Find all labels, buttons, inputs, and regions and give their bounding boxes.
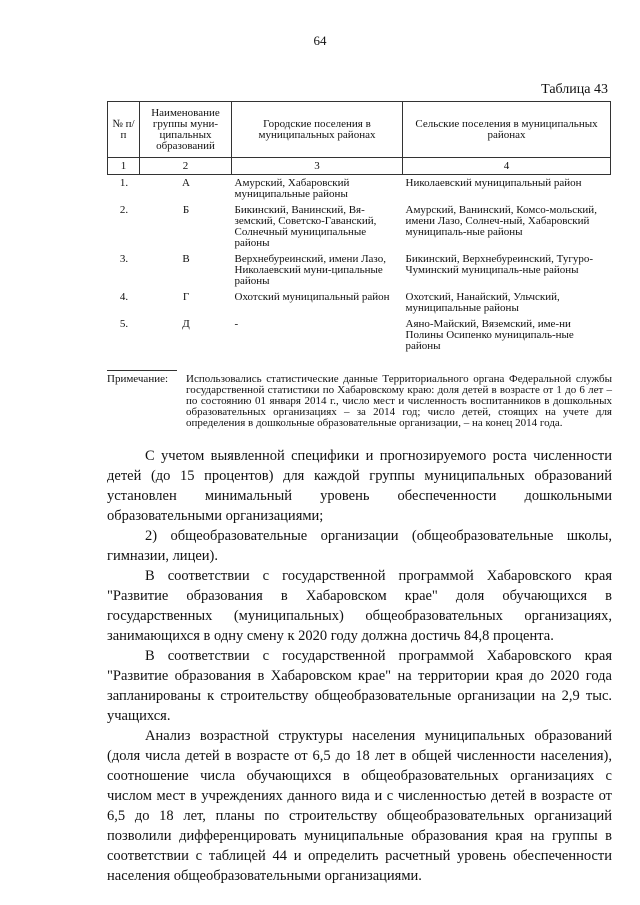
cell-urban: Амурский, Хабаровский муниципальные районы bbox=[234, 177, 350, 200]
cell-group: Б bbox=[182, 204, 190, 216]
cell-number: 1. bbox=[119, 177, 129, 189]
cell-group: Г bbox=[182, 291, 190, 303]
header-urban-settlements: Городские поселения в муниципальных районах bbox=[232, 102, 403, 158]
cell-number: 5. bbox=[119, 318, 129, 330]
paragraph: С учетом выявленной специфики и прогнозируемого роста численности детей (до 15 процентов) для каждой группы муниципальных образований установлен минимальный уровень обеспеченности дошкольными образовательными организациями; bbox=[107, 448, 612, 524]
table-row bbox=[108, 175, 611, 203]
table-header-row bbox=[108, 102, 611, 158]
cell-urban: Бикинский, Ванинский, Вя-земский, Советско-Гаванский, Солнечный муниципальные районы bbox=[234, 204, 377, 249]
table-row bbox=[108, 202, 611, 251]
column-number: 1 bbox=[108, 158, 140, 175]
table-row bbox=[108, 251, 611, 289]
cell-number: 3. bbox=[119, 253, 129, 265]
body-text bbox=[107, 446, 612, 886]
note-divider bbox=[107, 370, 177, 371]
table-row bbox=[108, 289, 611, 316]
cell-group: В bbox=[182, 253, 190, 265]
table-column-numbers-row bbox=[108, 158, 611, 175]
cell-rural: Бикинский, Верхнебуреинский, Тугуро-Чуминский муниципаль-ные районы bbox=[405, 253, 593, 276]
cell-group: А bbox=[182, 177, 190, 189]
paragraph: В соответствии с государственной программой Хабаровского края "Развитие образования в Хабаровском крае" доля обучающихся в государственных (муниципальных) общеобразовательных организациях, занимающихся в одну смену к 2020 году должна достичь 84,8 процента. bbox=[107, 568, 612, 644]
header-group-name: Наименование группы муни-ципальных образований bbox=[140, 102, 232, 158]
cell-urban: Верхнебуреинский, имени Лазо, Николаевский муни-ципальные районы bbox=[234, 253, 386, 287]
cell-rural: Николаевский муниципальный район bbox=[405, 177, 582, 189]
column-number: 3 bbox=[232, 158, 403, 175]
cell-number: 2. bbox=[119, 204, 129, 216]
cell-rural: Охотский, Нанайский, Ульчский, муниципальные районы bbox=[405, 291, 560, 314]
data-table bbox=[107, 101, 611, 354]
column-number: 4 bbox=[403, 158, 611, 175]
cell-urban: - bbox=[234, 318, 239, 330]
paragraph: В соответствии с государственной программой Хабаровского края "Развитие образования в Хабаровском крае" на территории края до 2020 года запланированы к строительству общеобразовательные организации на 2,9 тыс. учащихся. bbox=[107, 648, 612, 724]
page-number: 64 bbox=[313, 33, 327, 48]
note-text: Использовались статистические данные Территориального органа Федеральной службы государственной статистики по Хабаровскому краю: доля детей в возрасте от 1 до 6 лет – по состоянию 01 января 2014 г., число мест и численность воспитанников в дошкольных образовательных организациях – за 2014 год; число детей, стоящих на учете для определения в дошкольные образовательные организации, – на конец 2014 года. bbox=[186, 373, 612, 429]
paragraph: 2) общеобразовательные организации (общеобразовательные школы, гимназии, лицеи). bbox=[107, 528, 612, 564]
cell-group: Д bbox=[182, 318, 190, 330]
header-number: № п/п bbox=[108, 102, 140, 158]
table-caption: Таблица 43 bbox=[541, 82, 608, 97]
cell-rural: Амурский, Ванинский, Комсо-мольский, имени Лазо, Солнеч-ный, Хабаровский муниципаль-ные районы bbox=[405, 204, 597, 238]
table-row bbox=[108, 316, 611, 354]
cell-number: 4. bbox=[119, 291, 129, 303]
column-number: 2 bbox=[140, 158, 232, 175]
cell-rural: Аяно-Майский, Вяземский, име-ни Полины Осипенко муниципаль-ные районы bbox=[405, 318, 574, 352]
paragraph: Анализ возрастной структуры населения муниципальных образований (доля числа детей в возрасте от 6,5 до 18 лет в общей численности населения), соотношение числа обучающихся в общеобразовательных организациях с числом мест в учреждениях данного вида и с численностью детей в возрасте от 6,5 до 18 лет, планы по строительству общеобразовательных организаций позволили дифференцировать муниципальные образования края на группы в соответствии с таблицей 44 и определить расчетный уровень обеспеченности населения общеобразовательными организациями. bbox=[107, 728, 612, 884]
note-label: Примечание: bbox=[107, 373, 169, 385]
cell-urban: Охотский муниципальный район bbox=[234, 291, 390, 303]
header-rural-settlements: Сельские поселения в муниципальных районах bbox=[403, 102, 611, 158]
